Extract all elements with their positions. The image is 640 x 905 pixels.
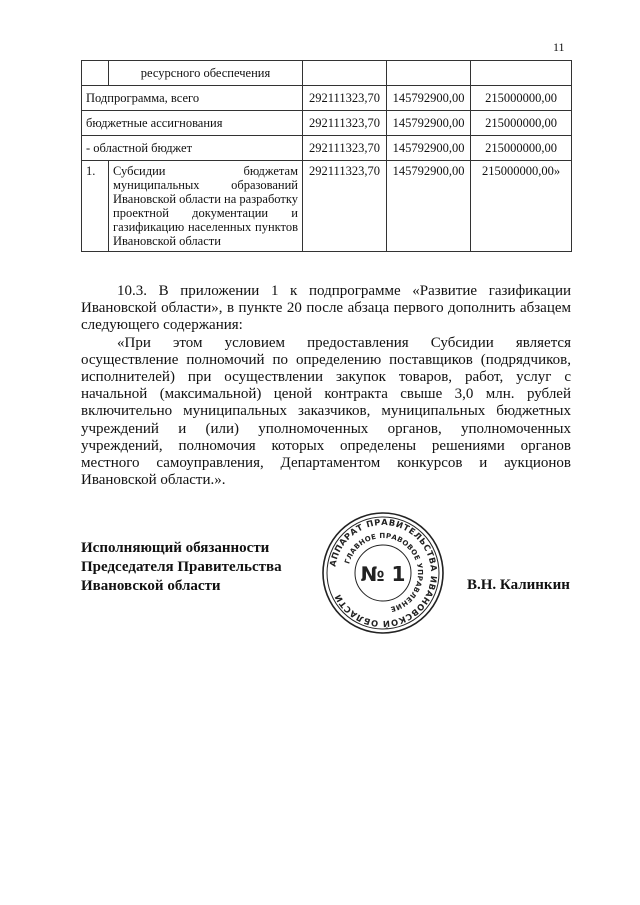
table-cell: ресурсного обеспечения	[109, 61, 303, 86]
signature-line: Ивановской области	[81, 578, 221, 594]
page-number: 11	[553, 40, 565, 54]
value-cell: 292111323,70	[303, 111, 387, 136]
value-cell: 215000000,00	[471, 86, 572, 111]
value-cell: 215000000,00»	[471, 161, 572, 252]
signature-line: Председателя Правительства	[81, 559, 282, 575]
value-cell: 292111323,70	[303, 161, 387, 252]
signer-name: В.Н. Калинкин	[467, 577, 570, 593]
row-label: Субсидии бюджетам муниципальных образований Ивановской области на разработку проектной документации и газификацию населенных пунктов Ивановской области	[109, 161, 303, 252]
signature-line: Исполняющий обязанности	[81, 540, 270, 556]
value-cell: 145792900,00	[387, 136, 471, 161]
table-cell	[387, 61, 471, 86]
value-cell: 145792900,00	[387, 86, 471, 111]
seal-ring-text: АППАРАТ ПРАВИТЕЛЬСТВА ИВАНОВСКОЙ ОБЛАСТИ	[327, 516, 440, 630]
table-row	[82, 136, 572, 161]
official-seal	[321, 511, 445, 635]
table-cell	[471, 61, 572, 86]
body-text	[81, 283, 571, 489]
value-cell: 145792900,00	[387, 161, 471, 252]
value-cell: 292111323,70	[303, 86, 387, 111]
value-cell: 292111323,70	[303, 136, 387, 161]
signature-title	[81, 539, 282, 596]
paragraph: «При этом условием предоставления Субсидии является осуществление полномочий по определению поставщиков (подрядчиков, исполнителей) при осуществлении закупок товаров, работ, услуг с начальной (максимальной) ценой контракта свыше 3,0 млн. рублей включительно муниципальных заказчиков, муниципальных бюджетных учреждений и (или) уполномоченных органов, уполномоченных учреждений, полномочия которых определены решениями органов местного самоуправления, Департаментом конкурсов и аукционов Ивановской области.».	[81, 334, 571, 489]
budget-table	[81, 60, 572, 252]
seal-inner-text: ГЛАВНОЕ ПРАВОВОЕ УПРАВЛЕНИЕ	[343, 531, 425, 614]
row-label: бюджетные ассигнования	[82, 111, 303, 136]
row-number: 1.	[82, 161, 109, 252]
table-row	[82, 111, 572, 136]
table-cell	[82, 61, 109, 86]
value-cell: 215000000,00	[471, 111, 572, 136]
value-cell: 145792900,00	[387, 111, 471, 136]
value-cell: 215000000,00	[471, 136, 572, 161]
table-row	[82, 61, 572, 86]
seal-number: № 1	[360, 562, 406, 586]
table-row	[82, 161, 572, 252]
table-row	[82, 86, 572, 111]
table-cell	[303, 61, 387, 86]
row-label: - областной бюджет	[82, 136, 303, 161]
paragraph: 10.3. В приложении 1 к подпрограмме «Развитие газификации Ивановской области», в пункте 20 после абзаца первого дополнить абзацем следующего содержания:	[81, 283, 571, 334]
row-label: Подпрограмма, всего	[82, 86, 303, 111]
